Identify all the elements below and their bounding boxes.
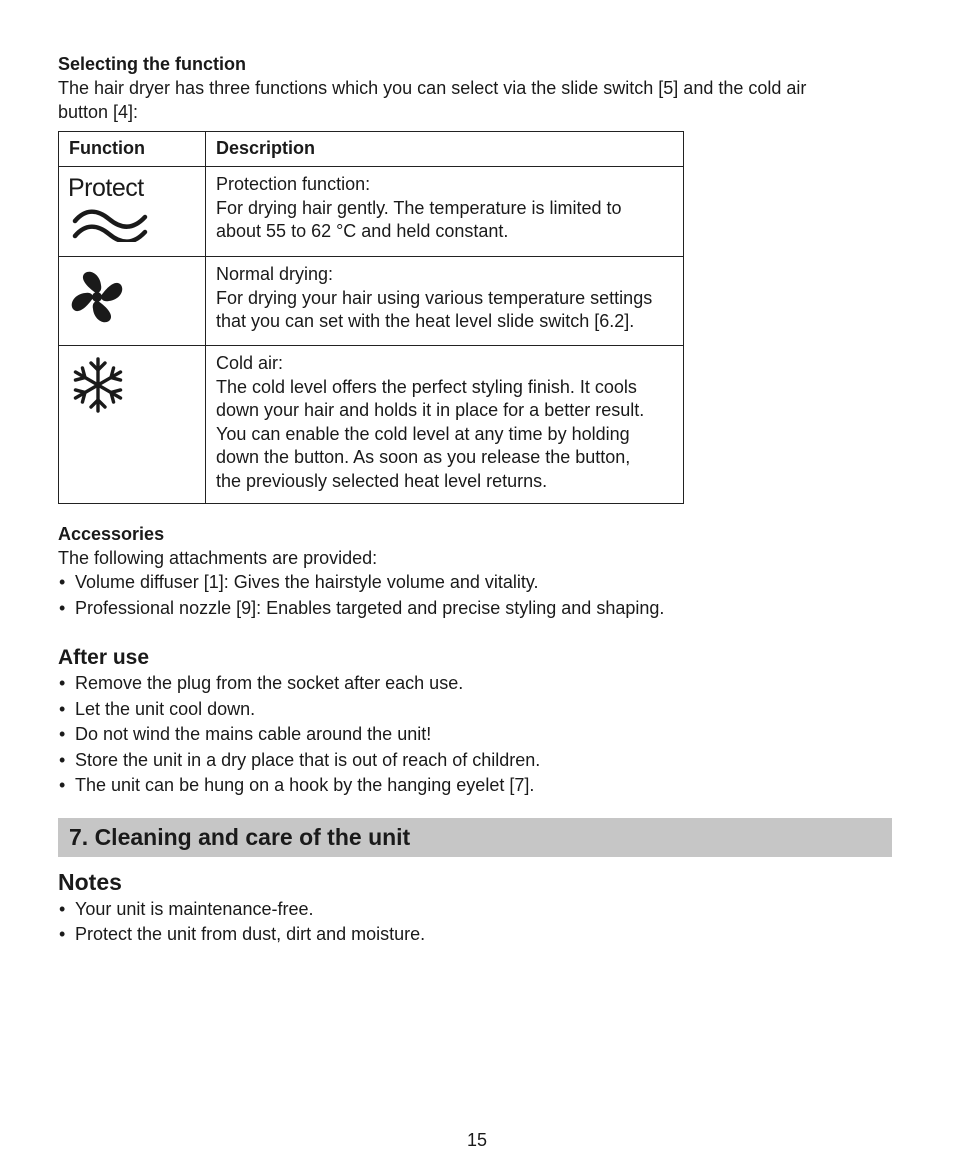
description-line: For drying your hair using various temperature settings [216, 287, 653, 308]
list-item: • Professional nozzle [9]: Enables targeted and precise styling and shaping. [58, 596, 898, 622]
list-item: • Let the unit cool down. [58, 697, 898, 723]
notes-heading: Notes [58, 868, 122, 895]
description-column-header: Description [206, 132, 684, 167]
description-line: about 55 to 62 °C and held constant. [216, 221, 509, 241]
selecting-function-heading: Selecting the function [58, 54, 247, 74]
description-line: Cold air: [216, 353, 284, 373]
description-line: the previously selected heat level returns. [216, 470, 548, 491]
list-item: • Your unit is maintenance-free. [58, 897, 898, 923]
function-table-header-row [59, 132, 684, 167]
description-cell-protect [206, 167, 684, 257]
list-item: • Protect the unit from dust, dirt and moisture. [58, 922, 898, 948]
table-row-cold-air [59, 346, 684, 504]
protect-wave-icon [69, 206, 149, 242]
chapter-title: 7. Cleaning and care of the unit [69, 824, 411, 850]
list-item: • Volume diffuser [1]: Gives the hairstyle volume and vitality. [58, 570, 898, 596]
function-table [58, 131, 684, 504]
description-line: Protection function: [216, 174, 371, 194]
table-row-normal-drying [59, 257, 684, 346]
description-cell-cold-air [206, 346, 684, 504]
description-line: The cold level offers the perfect styling finish. It cools [216, 376, 637, 397]
snowflake-icon [69, 356, 127, 414]
list-item: • Remove the plug from the socket after each use. [58, 671, 898, 697]
after-use-section [58, 645, 898, 799]
table-row-protect [59, 167, 684, 257]
description-cell-normal-drying [206, 257, 684, 346]
after-use-heading: After use [58, 646, 150, 669]
notes-list [58, 897, 898, 948]
description-line: For drying hair gently. The temperature is limited to [216, 197, 622, 218]
function-cell-normal-drying [59, 257, 206, 346]
accessories-list [58, 570, 898, 621]
description-line: that you can set with the heat level slide switch [6.2]. [216, 311, 635, 331]
page-number: 15 [466, 1130, 488, 1150]
fan-icon [69, 269, 125, 325]
description-line: You can enable the cold level at any time by holding [216, 423, 630, 444]
accessories-heading: Accessories [58, 524, 165, 544]
list-item: • Store the unit in a dry place that is out of reach of children. [58, 748, 898, 774]
after-use-list [58, 671, 898, 799]
manual-page [58, 52, 898, 948]
list-item: • The unit can be hung on a hook by the hanging eyelet [7]. [58, 773, 898, 799]
protect-label: Protect [68, 174, 144, 202]
chapter-heading-bar [58, 818, 892, 857]
function-cell-cold-air [59, 346, 206, 504]
function-cell-protect [59, 167, 206, 257]
description-line: down your hair and holds it in place for a better result. [216, 400, 645, 420]
list-item: • Do not wind the mains cable around the unit! [58, 722, 898, 748]
accessories-intro: The following attachments are provided: [58, 548, 378, 568]
function-column-header: Function [59, 132, 206, 167]
selecting-function-intro: The hair dryer has three functions which you can select via the slide switch [5] and the cold air button [4]: [58, 78, 807, 122]
accessories-section [58, 522, 898, 621]
notes-section [58, 867, 898, 948]
description-line: Normal drying: [216, 264, 334, 284]
description-line: down the button. As soon as you release the button, [216, 447, 631, 467]
